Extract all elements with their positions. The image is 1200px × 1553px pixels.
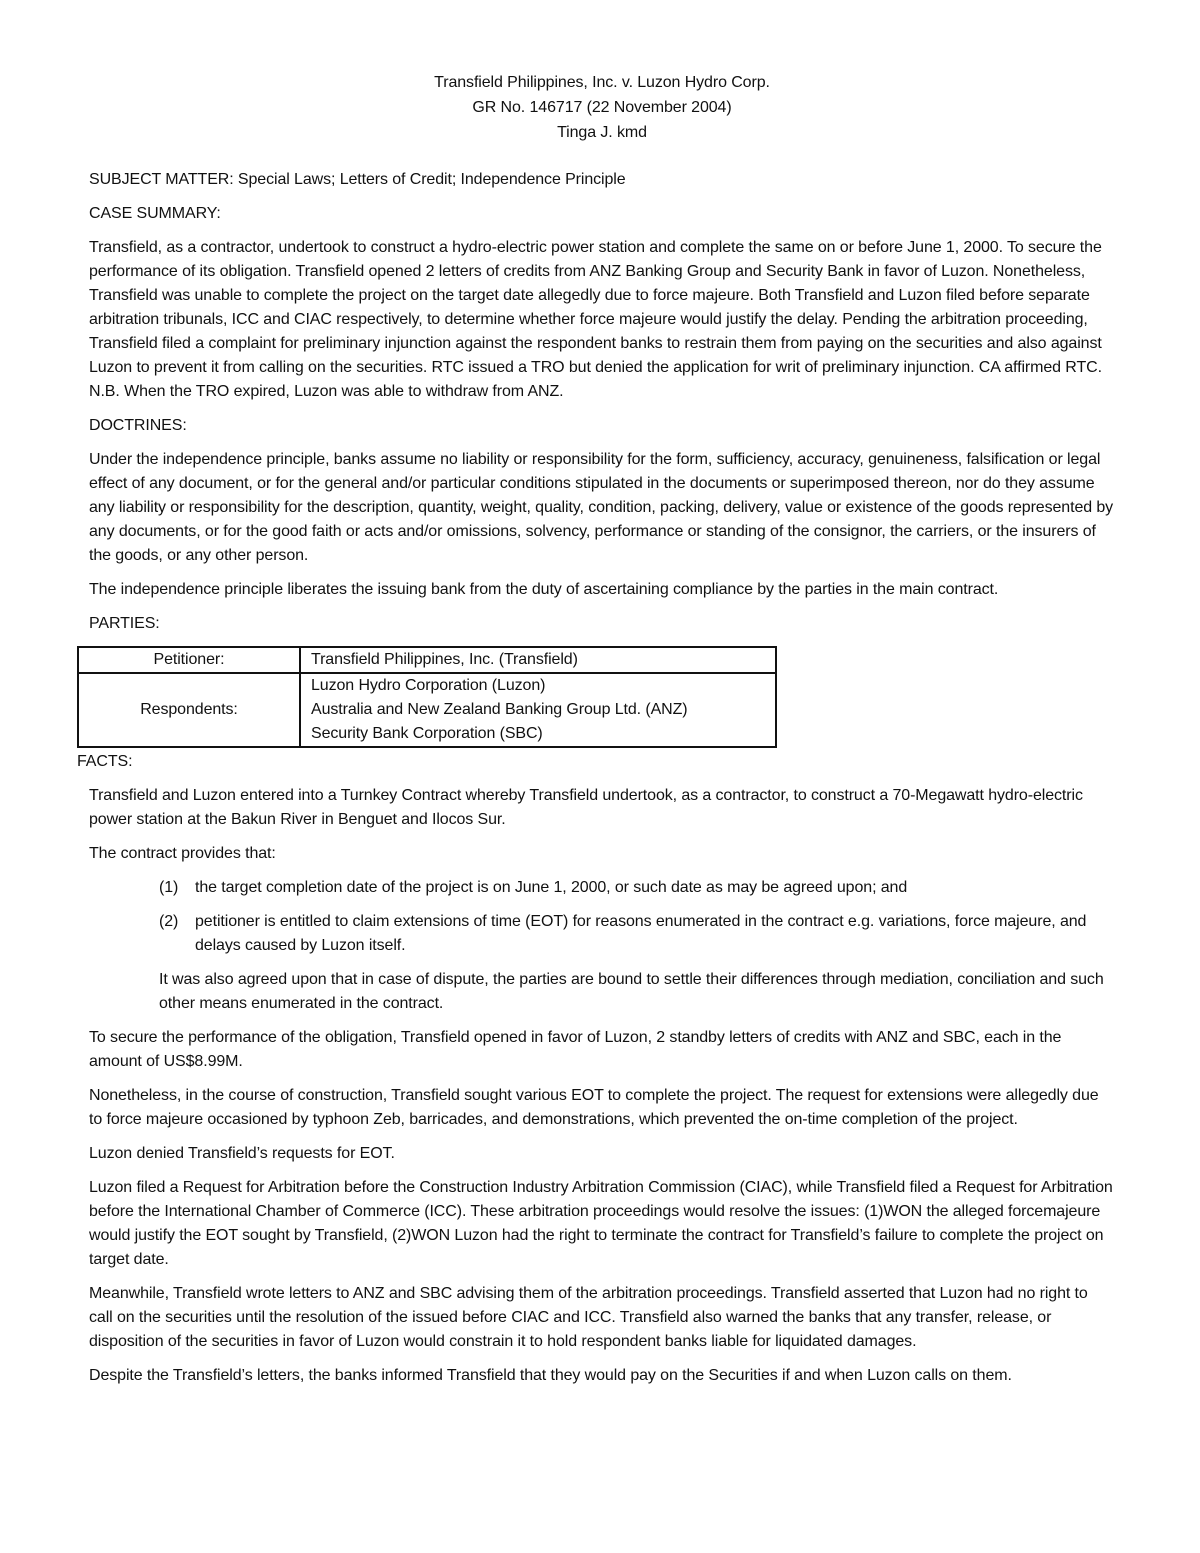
- facts-paragraph: Luzon denied Transfield’s requests for EOT.: [89, 1145, 395, 1162]
- facts-intro: Transfield and Luzon entered into a Turnkey Contract whereby Transfield undertook, as a contractor, to construct a 70-Megawatt hydro-electric power station at the Bakun River in Benguet and Ilocos Sur.: [89, 787, 1083, 828]
- respondents-value: [300, 673, 776, 747]
- respondent-item: Luzon Hydro Corporation (Luzon): [311, 677, 546, 694]
- facts-paragraph: Nonetheless, in the course of construction, Transfield sought various EOT to complete the project. The request for extensions were allegedly due to force majeure occasioned by typhoon Zeb, barricades, and demonstrations, which prevented the on-time completion of the project.: [89, 1087, 1099, 1128]
- doctrines-label: DOCTRINES:: [89, 417, 187, 434]
- petitioner-label: Petitioner:: [78, 647, 300, 673]
- list-number: (1): [159, 879, 179, 896]
- facts-paragraph: Luzon filed a Request for Arbitration before the Construction Industry Arbitration Commission (CIAC), while Transfield filed a Request for Arbitration before the International Chamber of Commerce (ICC). These arbitration proceedings would resolve the issues: (1)WON the alleged forcemajeure would justify the EOT sought by Transfield, (2)WON Luzon had the right to terminate the contract for Transfield’s failure to complete the project on target date.: [89, 1179, 1113, 1268]
- parties-label: PARTIES:: [89, 615, 160, 632]
- gr-number: GR No. 146717 (22 November 2004): [472, 99, 732, 116]
- list-text: the target completion date of the project is on June 1, 2000, or such date as may be agreed upon; and: [195, 879, 908, 896]
- facts-paragraph: Meanwhile, Transfield wrote letters to ANZ and SBC advising them of the arbitration proceedings. Transfield asserted that Luzon had no right to call on the securities until the resolution of the issued before CIAC and ICC. Transfield also warned the banks that any transfer, release, or disposition of the securities in favor of Luzon would constrain it to hold respondent banks liable for liquidated damages.: [89, 1285, 1088, 1350]
- respondents-label: Respondents:: [78, 673, 300, 747]
- doctrine-paragraph: Under the independence principle, banks assume no liability or responsibility for the form, sufficiency, accuracy, genuineness, falsification or legal effect of any document, or for the general and/or particular conditions stipulated in the documents or superimposed thereon, nor do they assume any liability or responsibility for the description, quantity, weight, quality, condition, packing, delivery, value or existence of the goods represented by any documents, or for the good faith or acts and/or omissions, solvency, performance or standing of the consignor, the carriers, or the insurers of the goods, or any other person.: [89, 451, 1114, 564]
- list-text: petitioner is entitled to claim extensions of time (EOT) for reasons enumerated in the contract e.g. variations, force majeure, and delays caused by Luzon itself.: [195, 913, 1087, 954]
- facts-agreed: It was also agreed upon that in case of dispute, the parties are bound to settle their differences through mediation, conciliation and such other means enumerated in the contract.: [159, 971, 1104, 1012]
- case-header: [89, 70, 1115, 145]
- table-row: [78, 647, 776, 673]
- document-body: [77, 70, 1115, 1398]
- petitioner-value: Transfield Philippines, Inc. (Transfield): [300, 647, 776, 673]
- respondent-item: Security Bank Corporation (SBC): [311, 725, 543, 742]
- case-title: Transfield Philippines, Inc. v. Luzon Hydro Corp.: [434, 74, 770, 91]
- list-item: [159, 910, 1115, 958]
- facts-paragraph: Despite the Transfield’s letters, the banks informed Transfield that they would pay on the Securities if and when Luzon calls on them.: [89, 1367, 1012, 1384]
- table-row: [78, 673, 776, 747]
- respondent-item: Australia and New Zealand Banking Group Ltd. (ANZ): [311, 701, 688, 718]
- subject-matter: SUBJECT MATTER: Special Laws; Letters of Credit; Independence Principle: [89, 171, 626, 188]
- case-summary-text: Transfield, as a contractor, undertook to construct a hydro-electric power station and complete the same on or before June 1, 2000. To secure the performance of its obligation. Transfield opened 2 letters of credits from ANZ Banking Group and Security Bank in favor of Luzon. Nonetheless, Transfield was unable to complete the project on the target date allegedly due to force majeure. Both Transfield and Luzon filed before separate arbitration tribunals, ICC and CIAC respectively, to determine whether force majeure would justify the delay. Pending the arbitration proceeding, Transfield filed a complaint for preliminary injunction against the respondent banks to restrain them from paying on the securities and also against Luzon to prevent it from calling on the securities. RTC issued a TRO but denied the application for writ of preliminary injunction. CA affirmed RTC. N.B. When the TRO expired, Luzon was able to withdraw from ANZ.: [89, 239, 1102, 400]
- list-item: [159, 876, 1115, 900]
- facts-provides: The contract provides that:: [89, 845, 276, 862]
- ponente: Tinga J. kmd: [557, 124, 647, 141]
- doctrine-paragraph: The independence principle liberates the issuing bank from the duty of ascertaining compliance by the parties in the main contract.: [89, 581, 999, 598]
- contract-provisions-list: [159, 876, 1115, 958]
- parties-table: [77, 646, 777, 748]
- list-number: (2): [159, 913, 179, 930]
- case-summary-label: CASE SUMMARY:: [89, 205, 221, 222]
- facts-paragraph: To secure the performance of the obligation, Transfield opened in favor of Luzon, 2 standby letters of credits with ANZ and SBC, each in the amount of US$8.99M.: [89, 1029, 1062, 1070]
- facts-label: FACTS:: [77, 753, 133, 770]
